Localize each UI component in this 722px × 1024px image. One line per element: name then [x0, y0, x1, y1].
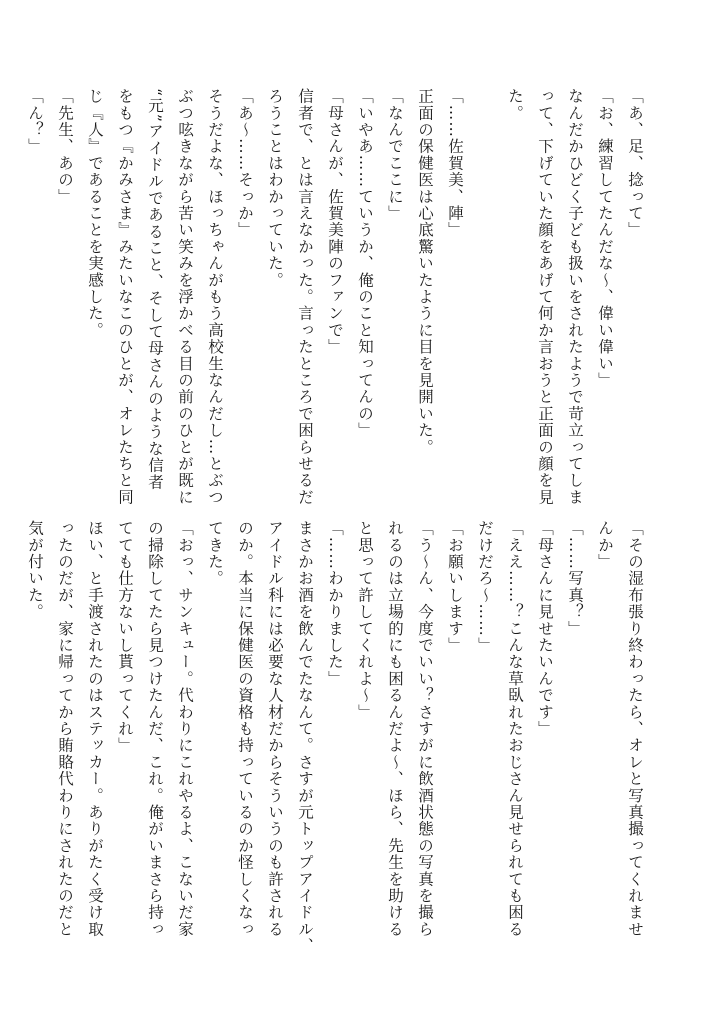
text-line: 「う〜ん、今度でいい？さすがに飲酒状態の写真を撮ら	[416, 520, 434, 938]
text-line: 「先生、あの」	[56, 88, 74, 205]
text-line: をもつ『かみさま』みたいなこのひとが、オレたちと同	[116, 88, 134, 506]
text-line: そうだよな、ほっちゃんがもう高校生なんだし…とぶつ	[206, 88, 224, 506]
text-line: 「その湿布張り終わったら、オレと写真撮ってくれませ	[626, 520, 644, 938]
text-line: “元”アイドルであること、そして母さんのような信者	[146, 88, 164, 491]
text-line: って、下げていた顔をあげて何か言おうと正面の顔を見	[536, 88, 554, 506]
text-line: ろうことはわかっていた。	[266, 88, 284, 289]
text-line: のか。本当に保健医の資格も持っているのか怪しくなっ	[236, 520, 254, 938]
text-line: れるのは立場的にも困るんだよ〜、ほら、先生を助ける	[386, 520, 404, 938]
text-line: なんだかひどく子ども扱いをされたようで苛立ってしま	[566, 88, 584, 506]
text-line: 正面の保健医は心底驚いたように目を見開いた。	[416, 88, 434, 456]
text-line	[470, 88, 500, 508]
text-line: 「お、練習してたんだな〜、偉い偉い」	[596, 88, 614, 389]
text-line: 「ええ……？こんな草臥れたおじさん見せられても困る	[506, 520, 524, 938]
text-line: 「ん？」	[26, 88, 44, 155]
text-line: 「お願いします」	[446, 520, 464, 654]
text-line: 気が付いた。	[26, 520, 44, 621]
text-line: の掃除してたら見つけたんだ、これ。俺がいまさら持っ	[146, 520, 164, 938]
text-line: 「あ、足、捻って」	[626, 88, 644, 239]
upper-text-block	[20, 88, 650, 508]
text-line: 「母さんが、佐賀美陣のファンで」	[326, 88, 344, 356]
text-line: 信者で、とは言えなかった。言ったところで困らせるだ	[296, 88, 314, 506]
text-line: 「……佐賀美、陣」	[446, 88, 464, 239]
text-line: 「いやあ……ていうか、俺のこと知ってんの」	[356, 88, 374, 439]
text-line: 「……わかりました」	[326, 520, 344, 687]
text-line: じ『人』であることを実感した。	[86, 88, 104, 339]
text-line: まさかお酒を飲んでたなんて。さすが元トップアイドル、	[296, 520, 314, 955]
text-line: ったのだが、家に帰ってから賄賂代わりにされたのだと	[56, 520, 74, 938]
text-line: んか」	[596, 520, 614, 571]
text-line: てきた。	[206, 520, 224, 587]
text-line: だけだろ〜……」	[476, 520, 494, 654]
lower-text-block	[20, 520, 650, 955]
text-line: 「あ〜……そっか」	[236, 88, 254, 239]
text-line: ほい、と手渡されたのはステッカー。ありがたく受け取	[86, 520, 104, 938]
text-line: た。	[506, 88, 524, 122]
text-line: てても仕方ないし貰ってくれ」	[116, 520, 134, 754]
text-line: と思って許してくれよ〜」	[356, 520, 374, 721]
text-line: 「母さんに見せたいんです」	[536, 520, 554, 738]
text-line: 「おっ、サンキュー。代わりにこれやるよ、こないだ家	[176, 520, 194, 938]
text-line: 「……写真？」	[566, 520, 584, 637]
text-line: ぶつ呟きながら苦い笑みを浮かべる目の前のひとが既に	[176, 88, 194, 506]
text-line: 「なんでここに」	[386, 88, 404, 222]
text-line: アイドル科には必要な人材だからそういうのも許される	[266, 520, 284, 938]
